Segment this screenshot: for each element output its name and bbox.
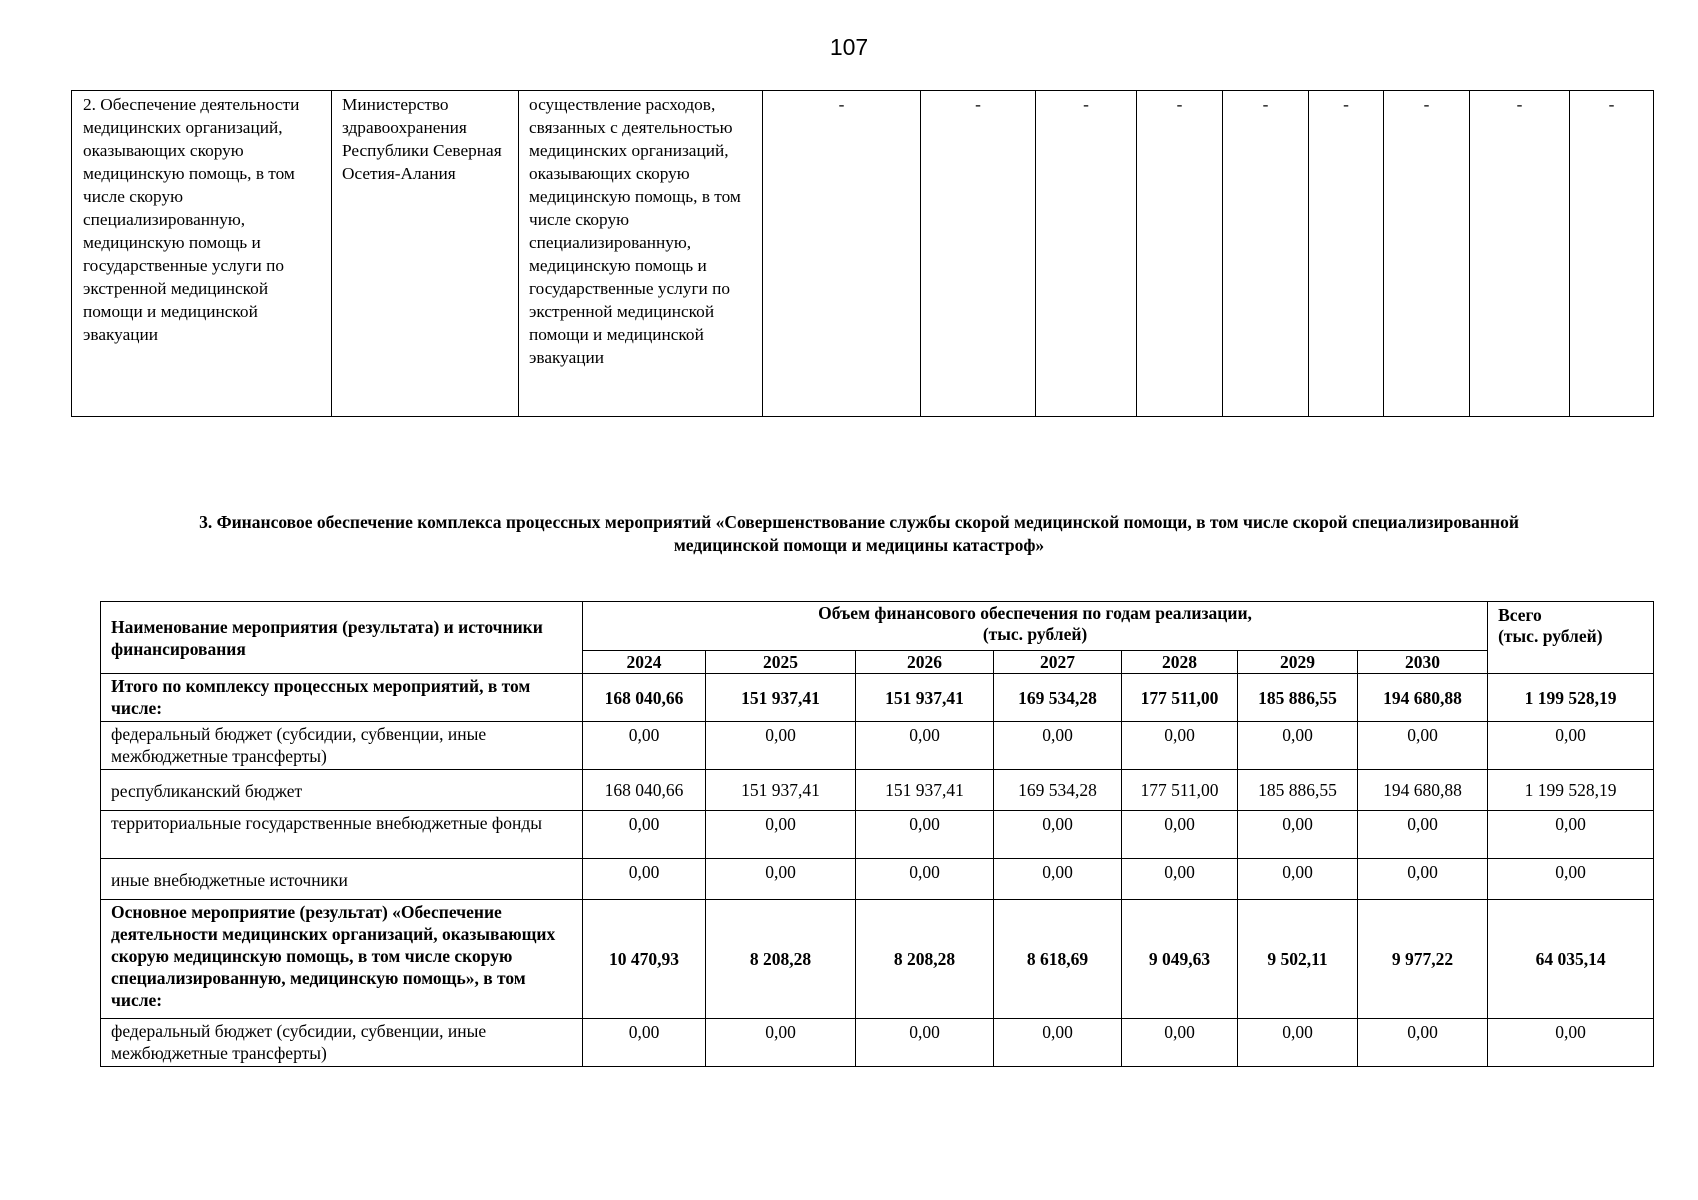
value-cell: 0,00 [1358,1019,1488,1067]
value-cell: 151 937,41 [856,674,994,722]
value-cell: 0,00 [856,722,994,770]
header-total-unit: (тыс. рублей) [1498,626,1603,646]
value-cell: - [1470,91,1570,417]
row-name: иные внебюджетные источники [101,859,583,900]
financing-table [100,601,1654,1067]
value-cell: 0,00 [1358,722,1488,770]
row-name: федеральный бюджет (субсидии, субвенции, иные межбюджетные трансферты) [101,722,583,770]
value-cell: 64 035,14 [1488,900,1654,1019]
value-cell: 151 937,41 [706,770,856,811]
value-cell: 0,00 [1358,811,1488,859]
value-cell: - [763,91,921,417]
value-cell: 0,00 [1488,1019,1654,1067]
value-cell: 0,00 [706,811,856,859]
value-cell: 177 511,00 [1122,674,1238,722]
value-cell: 0,00 [583,722,706,770]
value-cell: 0,00 [1488,722,1654,770]
value-cell: 151 937,41 [856,770,994,811]
value-cell: 169 534,28 [994,674,1122,722]
value-cell: 0,00 [706,722,856,770]
year-header: 2027 [994,651,1122,674]
value-cell: - [1309,91,1384,417]
value-cell: 194 680,88 [1358,674,1488,722]
value-cell: 0,00 [856,811,994,859]
header-volume [583,602,1488,651]
value-cell: 0,00 [583,811,706,859]
row-name: Основное мероприятие (результат) «Обеспечение деятельности медицинских организаций, оказывающих скорую медицинскую помощь, в том числе скорую специализированную, медицинскую помощь», в том числе: [101,900,583,1019]
value-cell: - [1384,91,1470,417]
value-cell: 8 618,69 [994,900,1122,1019]
header-row [101,602,1654,651]
row-name: Итого по комплексу процессных мероприятий, в том числе: [101,674,583,722]
page-number: 107 [829,34,869,60]
value-cell: - [1137,91,1223,417]
header-total [1488,602,1654,674]
section-title-line: медицинской помощи и медицины катастроф» [673,535,1045,555]
value-cell: 0,00 [1238,1019,1358,1067]
value-cell: 0,00 [706,859,856,900]
value-cell: 0,00 [1238,722,1358,770]
value-cell: 0,00 [856,859,994,900]
value-cell: 0,00 [1238,811,1358,859]
value-cell: 0,00 [1238,859,1358,900]
value-cell: 0,00 [1488,859,1654,900]
table-row [101,859,1654,900]
value-cell: 0,00 [856,1019,994,1067]
value-cell: 0,00 [1122,722,1238,770]
value-cell: 10 470,93 [583,900,706,1019]
table-row [101,722,1654,770]
header-total-line: Всего [1498,605,1542,625]
header-volume-unit: (тыс. рублей) [982,624,1088,644]
value-cell: 0,00 [1122,859,1238,900]
value-cell: 0,00 [994,859,1122,900]
header-volume-line: Объем финансового обеспечения по годам реализации, [818,603,1252,623]
value-cell: 169 534,28 [994,770,1122,811]
value-cell: 185 886,55 [1238,674,1358,722]
value-cell: 0,00 [583,1019,706,1067]
activity-executor: Министерство здравоохранения Республики Северная Осетия-Алания [332,91,519,417]
row-name: республиканский бюджет [101,770,583,811]
year-header: 2024 [583,651,706,674]
value-cell: 185 886,55 [1238,770,1358,811]
value-cell: 0,00 [994,1019,1122,1067]
value-cell: 9 977,22 [1358,900,1488,1019]
value-cell: 168 040,66 [583,674,706,722]
value-cell: 8 208,28 [856,900,994,1019]
year-header: 2028 [1122,651,1238,674]
value-cell: 0,00 [994,722,1122,770]
year-header: 2026 [856,651,994,674]
value-cell: 8 208,28 [706,900,856,1019]
year-header: 2025 [706,651,856,674]
value-cell: 177 511,00 [1122,770,1238,811]
value-cell: 0,00 [706,1019,856,1067]
header-name: Наименование мероприятия (результата) и источники финансирования [101,602,583,674]
table-row [101,811,1654,859]
activity-name: 2. Обеспечение деятельности медицинских организаций, оказывающих скорую медицинскую помощь, в том числе скорую специализированную, медицинскую помощь и государственные услуги по экстренной медицинской помощи и медицинской эвакуации [72,91,332,417]
value-cell: - [1570,91,1654,417]
row-name: территориальные государственные внебюджетные фонды [101,811,583,859]
value-cell: - [921,91,1036,417]
value-cell: 0,00 [1122,1019,1238,1067]
value-cell: 0,00 [1488,811,1654,859]
table-row [72,91,1654,417]
value-cell: 0,00 [994,811,1122,859]
activity-table [71,90,1654,417]
year-header: 2029 [1238,651,1358,674]
section-title-line: 3. Финансовое обеспечение комплекса процессных мероприятий «Совершенствование службы скорой медицинской помощи, в том числе скорой специализированной [199,512,1519,532]
table-row [101,900,1654,1019]
year-header: 2030 [1358,651,1488,674]
section-title [60,511,1658,557]
value-cell: - [1223,91,1309,417]
value-cell: 1 199 528,19 [1488,674,1654,722]
value-cell: - [1036,91,1137,417]
value-cell: 151 937,41 [706,674,856,722]
value-cell: 1 199 528,19 [1488,770,1654,811]
value-cell: 168 040,66 [583,770,706,811]
value-cell: 0,00 [1358,859,1488,900]
row-name: федеральный бюджет (субсидии, субвенции, иные межбюджетные трансферты) [101,1019,583,1067]
activity-description: осуществление расходов, связанных с деятельностью медицинских организаций, оказывающих скорую медицинскую помощь, в том числе скорую специализированную, медицинскую помощь и государственные услуги по экстренной медицинской помощи и медицинской эвакуации [519,91,763,417]
value-cell: 9 049,63 [1122,900,1238,1019]
table-row [101,770,1654,811]
value-cell: 194 680,88 [1358,770,1488,811]
table-row [101,674,1654,722]
table-row [101,1019,1654,1067]
value-cell: 0,00 [1122,811,1238,859]
value-cell: 9 502,11 [1238,900,1358,1019]
value-cell: 0,00 [583,859,706,900]
